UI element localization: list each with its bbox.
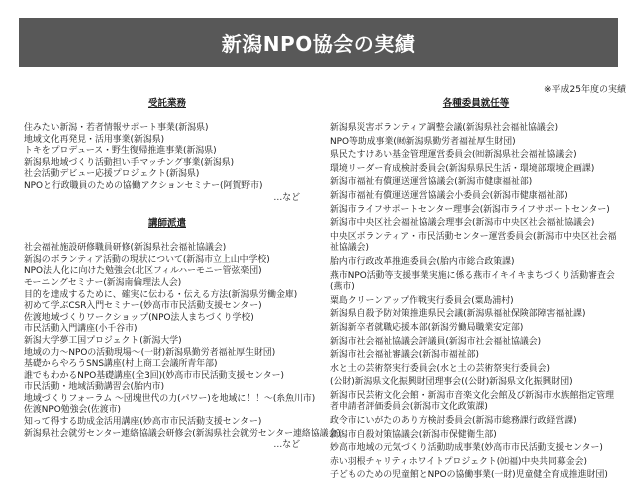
list-item: 新潟市中央区社会福祉協議会理事会(新潟市中央区社会福祉協議会) <box>330 218 595 229</box>
section-spacer <box>24 204 310 218</box>
list-item: 地域文化再発見・活用事業(新潟県) <box>24 134 165 145</box>
list-item: 水と土の芸術祭実行委員会(水と土の芸術祭実行委員会) <box>330 363 550 374</box>
list-item: 社会活動デビュー応援プロジェクト(新潟県) <box>24 169 200 180</box>
list-item: 新潟市民芸術文化会館・新潟市音楽文化会館及び新潟市水族館指定管理者申請者評価委員会(新潟市文化政策課) <box>330 390 614 413</box>
list-item: 新潟市ライフサポートセンター理事会(新潟市ライフサポートセンター) <box>330 204 610 215</box>
list-item: 県民たすけあい基金管理運営委員会(㈳新潟県社会福祉協議会) <box>330 150 577 161</box>
list-item: 胎内市行政改革推進委員会(胎内市総合政策課) <box>330 256 515 267</box>
list-item: 新潟のボランティア活動の現状について(新潟市立上山中学校) <box>24 254 270 265</box>
fiscal-year-note: ※平成25年度の実績 <box>544 85 626 95</box>
list-item: 新潟大学夢工国プロジェクト(新潟大学) <box>24 335 182 346</box>
list-item: 新潟市福祉有償運送運営協議会(新潟市健康福祉部) <box>330 177 533 188</box>
list-item: 地域の力～NPOの活動現場～(一財)新潟県勤労者福祉厚生財団) <box>24 347 276 358</box>
list-item: 新潟市福祉有償運送運営協議会小委員会(新潟市健康福祉部) <box>330 190 568 201</box>
list-item: 新潟新卒者就職応援本部(新潟労働局職業安定部) <box>330 322 524 333</box>
list-item: 知って得する助成金活用講座(妙高市市民活動支援センター) <box>24 417 262 428</box>
list-item: 新潟県災害ボランティア調整会議(新潟県社会福祉協議会) <box>330 123 559 133</box>
list-item: 市民活動・地域活動講習会(胎内市) <box>24 382 165 393</box>
list-item: 誰でもわかるNPO基礎講座(全3回)(妙高市市民活動支援センター) <box>24 370 284 381</box>
list-item: 市民活動入門講座(小千谷市) <box>24 324 138 335</box>
list-item: 初めて学ぶCSR入門セミナー(妙高市市民活動支援センター) <box>24 301 262 312</box>
list-item: NPOと行政職員のための協働アクションセミナー(阿賀野市) <box>24 180 263 191</box>
list-item: 子どものための児童館とNPOの協働事業(一財)児童健全育成推進財団) <box>330 470 608 481</box>
list-item: 新潟市自殺対策協議会(新潟市保健衛生部) <box>330 429 497 440</box>
list-item: 新潟市社会福祉審議会(新潟市福祉部) <box>330 350 479 361</box>
right-column <box>330 98 622 484</box>
list-item: 妙高市地域の元気づくり活動助成事業(妙高市市民活動支援センター) <box>330 443 603 454</box>
page-title: 新潟NPO協会の実績 <box>221 32 416 56</box>
list-item: 新潟県社会就労センター連絡協議会研修会(新潟県社会就労センター連絡協議会) <box>24 428 341 439</box>
list-item: 中央区ボランティア・市民活動センター運営委員会(新潟市中央区社会福祉協議会) <box>330 231 617 254</box>
list-item: 新潟市社会福祉協議会評議員(新潟市社会福祉協議会) <box>330 336 542 347</box>
section-heading: 受託業務 <box>147 98 186 109</box>
list-item: (公財)新潟県文化振興財団理事会((公財)新潟県文化振興財団) <box>330 377 573 388</box>
list-item: NPO法人化に向けた勉強会(北区フィルハーモニー管弦楽団) <box>24 266 262 277</box>
etc-label: …など <box>273 440 300 451</box>
page-title-banner <box>19 18 618 67</box>
section-heading: 講師派遣 <box>147 218 186 230</box>
list-item: 地域づくりフォーラム ～団塊世代の力(パワー)を地域に！！～(糸魚川市) <box>24 393 316 404</box>
committee-heading: 各種委員就任等 <box>442 98 510 109</box>
list-item: 社会福祉施設研修職員研修(新潟県社会福祉協議会) <box>24 243 227 254</box>
list-item: 政令市にいがたのあり方検討委員会(新潟市総務課行政経営課) <box>330 416 577 427</box>
list-item: 粟島クリーンアップ作戦実行委員会(粟島浦村) <box>330 295 514 306</box>
list-item: 燕市NPO活動等支援事業実施に係る燕市イキイキまちづくり活動審査会(燕市) <box>330 270 615 293</box>
list-item: 新潟県自殺予防対策推進県民会議(新潟県福祉保険部障害福祉課) <box>330 309 586 320</box>
list-item: 環境リーダー育成検討委員会(新潟県県民生活・環境部環境企画課) <box>330 163 595 174</box>
list-item: 佐渡NPO勉強会(佐渡市) <box>24 405 121 416</box>
list-item: NPO等助成事業(㈶新潟県勤労者福祉厚生財団) <box>330 136 516 147</box>
list-item: 住みたい新潟・若者情報サポート事業(新潟県) <box>24 123 209 133</box>
list-item: トキをプロデュース・野生復帰推進事業(新潟県) <box>24 146 217 157</box>
list-item: 佐渡地域づくりワークショップ(NPO法人まちづくり学校) <box>24 312 254 323</box>
committee-list <box>330 123 622 482</box>
list-item: 赤い羽根チャリティホワイトプロジェクト(㈳福)中央共同募金会) <box>330 456 588 467</box>
list-item: 目的を達成するために、確実に伝わる・伝える方法(新潟県労働金庫) <box>24 289 298 300</box>
list-item: モーニングセミナー(新潟南倫理法人会) <box>24 277 182 288</box>
list-item: 新潟県地域づくり活動担い手マッチング事業(新潟県) <box>24 157 235 168</box>
left-column <box>24 98 341 452</box>
list-item: 基礎からやろうSNS講座(村上商工会議所青年部) <box>24 359 218 370</box>
etc-label: …など <box>273 192 300 203</box>
